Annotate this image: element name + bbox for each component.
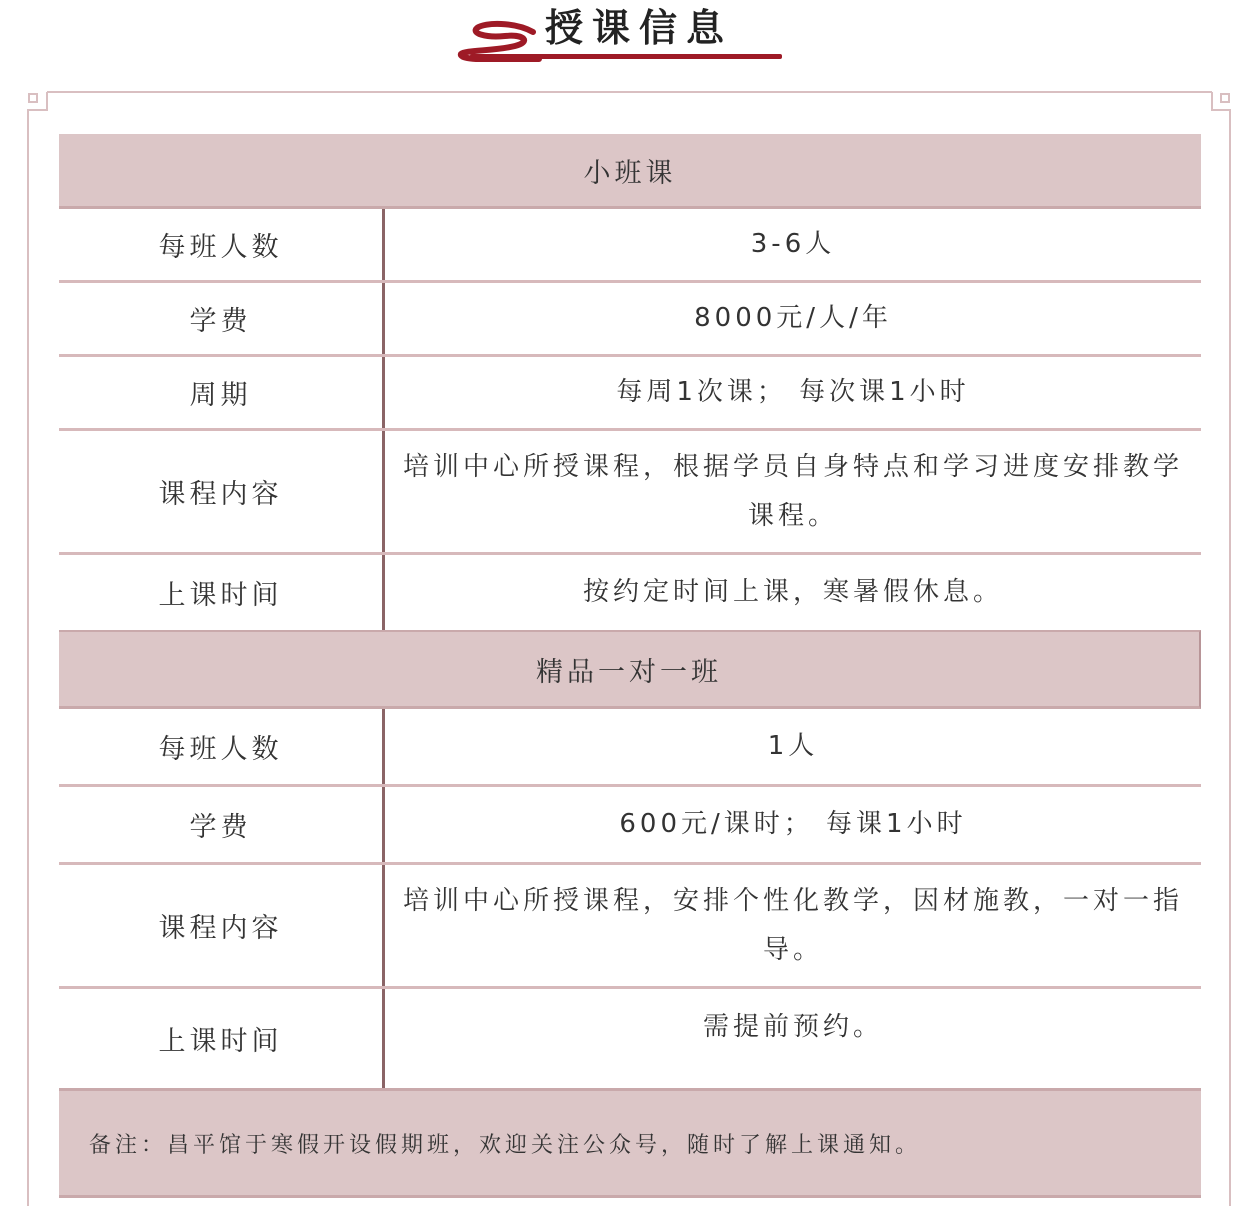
row-label: 上课时间: [59, 555, 385, 630]
row-value: 600元/课时； 每课1小时: [619, 809, 967, 839]
table-row: [59, 787, 1201, 865]
row-value: 3-6人: [750, 229, 836, 259]
row-value: 按约定时间上课，寒暑假休息。: [582, 577, 1003, 607]
row-label: 上课时间: [59, 989, 385, 1088]
row-value: 1人: [767, 731, 819, 761]
row-label: 学费: [59, 787, 385, 862]
table-row: [59, 709, 1201, 787]
table-row: [59, 865, 1201, 989]
table-row: [59, 283, 1201, 357]
section-header-one-on-one: 精品一对一班: [59, 630, 1201, 709]
row-label: 每班人数: [59, 709, 385, 784]
row-value: 培训中心所授课程，安排个性化教学，因材施教，一对一指导。: [402, 885, 1183, 965]
row-label: 课程内容: [59, 865, 385, 986]
table-row: [59, 431, 1201, 555]
row-label: 学费: [59, 283, 385, 354]
section-header-small-class: 小班课: [59, 134, 1201, 209]
table-row: [59, 357, 1201, 431]
row-label: 课程内容: [59, 431, 385, 552]
table-row: [59, 555, 1201, 630]
course-info-table: [59, 134, 1201, 1198]
row-value: 培训中心所授课程，根据学员自身特点和学习进度安排教学课程。: [402, 451, 1183, 531]
row-value: 每周1次课； 每次课1小时: [616, 377, 970, 407]
table-row: [59, 209, 1201, 283]
table-row: [59, 989, 1201, 1091]
note-text: 备注：昌平馆于寒假开设假期班，欢迎关注公众号，随时了解上课通知。: [59, 1091, 1201, 1198]
row-label: 周期: [59, 357, 385, 428]
row-value: 需提前预约。: [702, 1012, 883, 1042]
section-title-banner: [0, 0, 1234, 70]
row-label: 每班人数: [59, 209, 385, 280]
row-value: 8000元/人/年: [694, 303, 892, 333]
page-title: 授课信息: [545, 6, 734, 50]
title-underline: [470, 54, 782, 59]
